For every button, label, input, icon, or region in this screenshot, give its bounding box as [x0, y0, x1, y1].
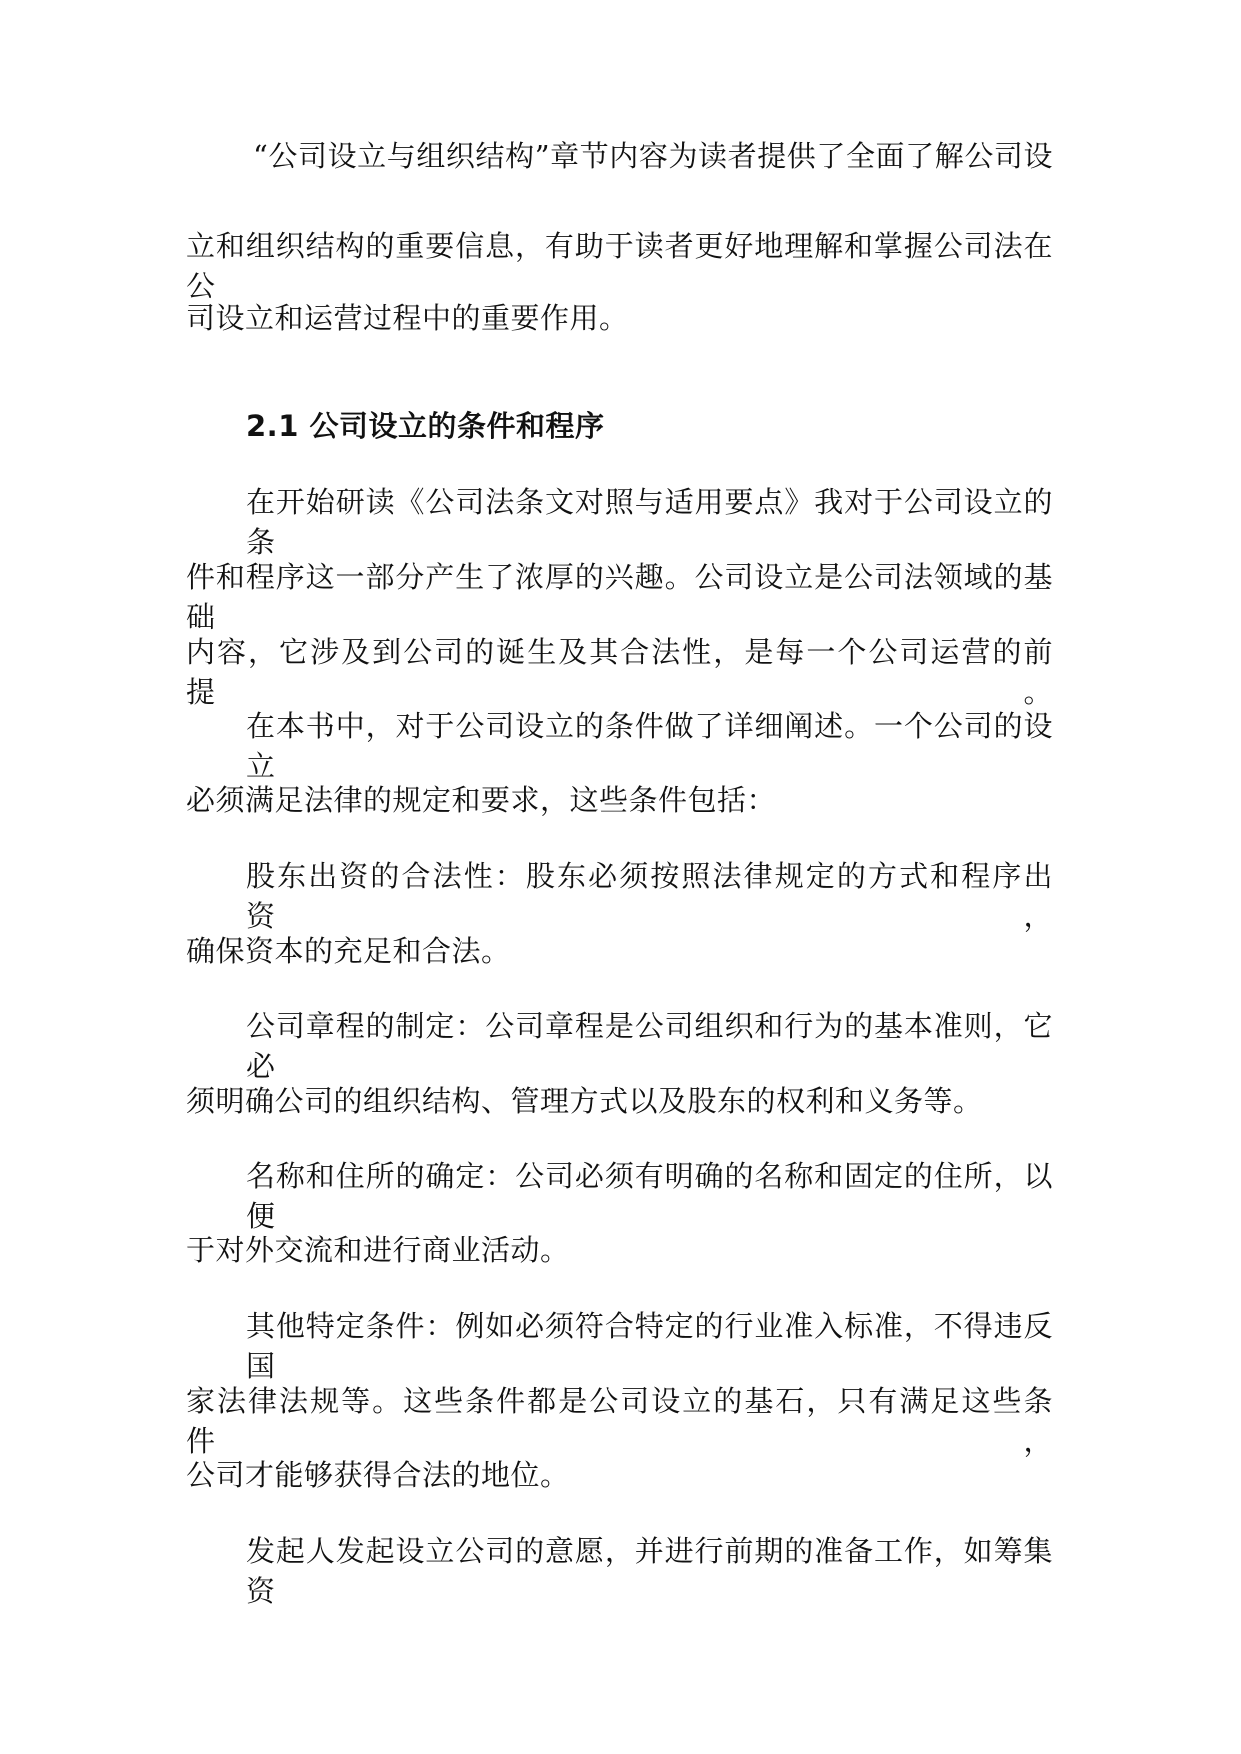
intro-line-2: 立和组织结构的重要信息，有助于读者更好地理解和掌握公司法在公: [186, 229, 1053, 303]
body-line-1: 在开始研读《公司法条文对照与适用要点》我对于公司设立的条: [246, 485, 1053, 559]
body-line-10: 名称和住所的确定：公司必须有明确的名称和固定的住所，以便: [246, 1159, 1053, 1233]
intro-line-3: 司设立和运营过程中的重要作用。: [186, 301, 629, 335]
body-line-5: 必须满足法律的规定和要求，这些条件包括：: [186, 783, 777, 817]
body-line-12: 其他特定条件：例如必须符合特定的行业准入标准，不得违反国: [246, 1309, 1053, 1383]
body-line-9: 须明确公司的组织结构、管理方式以及股东的权利和义务等。: [186, 1084, 983, 1118]
body-line-2: 件和程序这一部分产生了浓厚的兴趣。公司设立是公司法领域的基础: [186, 560, 1053, 634]
body-line-4: 在本书中，对于公司设立的条件做了详细阐述。一个公司的设立: [246, 709, 1053, 783]
body-line-3: 内容，它涉及到公司的诞生及其合法性，是每一个公司运营的前提。: [186, 635, 1053, 709]
body-line-7: 确保资本的充足和合法。: [186, 934, 511, 968]
body-line-13: 家法律法规等。这些条件都是公司设立的基石，只有满足这些条件，: [186, 1384, 1053, 1458]
body-line-8: 公司章程的制定：公司章程是公司组织和行为的基本准则，它必: [246, 1009, 1053, 1083]
body-line-14: 公司才能够获得合法的地位。: [186, 1458, 570, 1492]
body-line-15: 发起人发起设立公司的意愿，并进行前期的准备工作，如筹集资: [246, 1534, 1053, 1608]
intro-line-1: “公司设立与组织结构”章节内容为读者提供了全面了解公司设: [253, 139, 1053, 173]
body-line-6: 股东出资的合法性：股东必须按照法律规定的方式和程序出资，: [246, 859, 1053, 933]
body-line-11: 于对外交流和进行商业活动。: [186, 1233, 570, 1267]
section-heading: 2.1 公司设立的条件和程序: [246, 409, 605, 443]
